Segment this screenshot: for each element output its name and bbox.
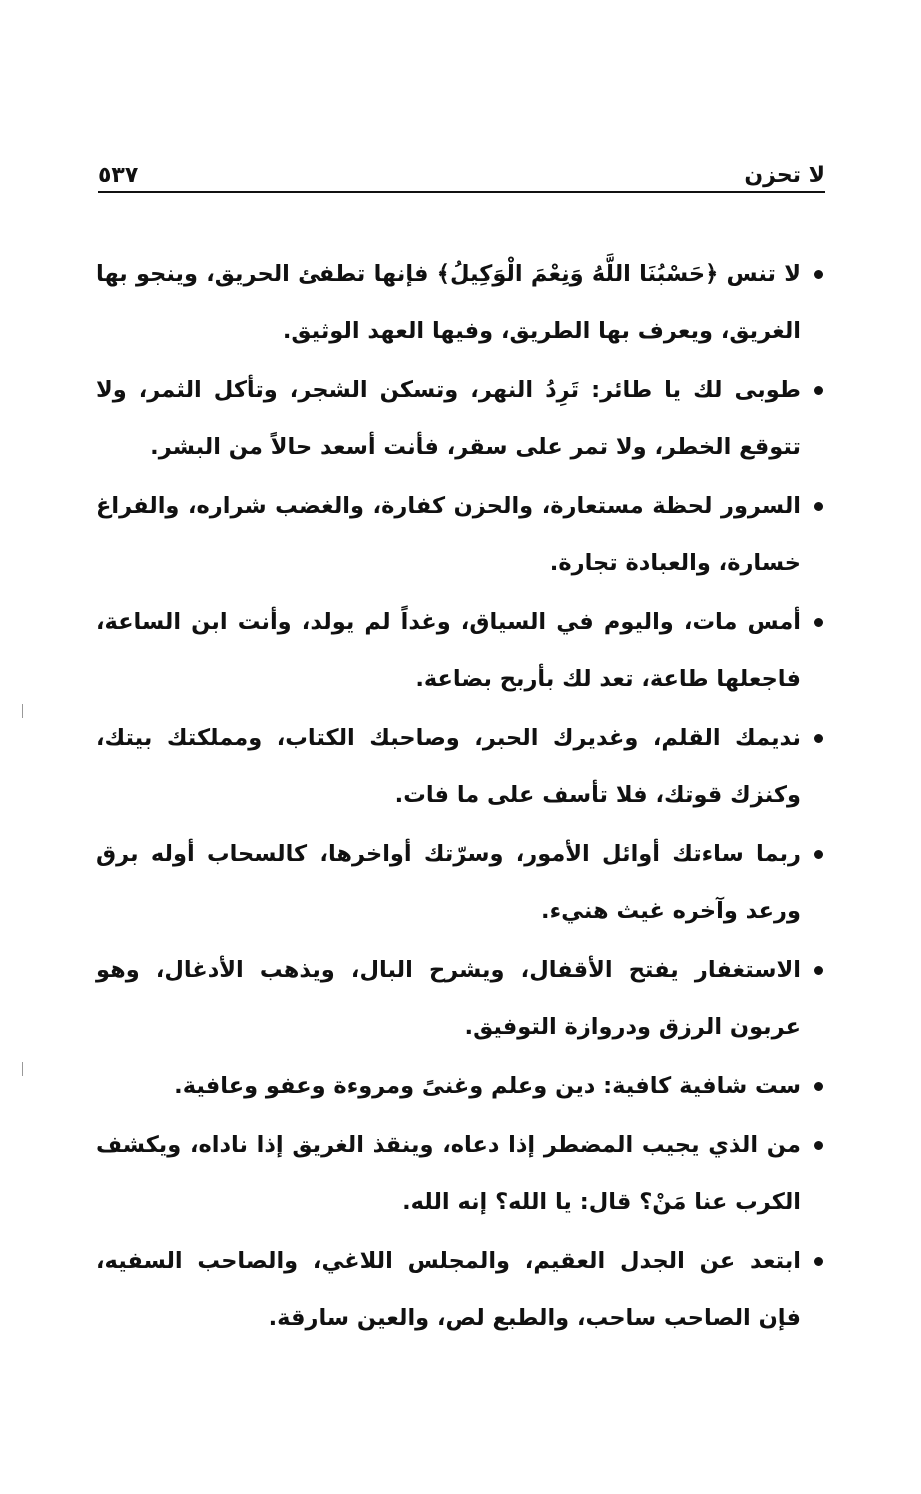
page-header: [98, 152, 825, 188]
bullet-item-2: طوبى لك يا طائر: تَرِدُ النهر، وتسكن الشجر، وتأكل الثمر، ولا تتوقع الخطر، ولا تمر على سقر، فأنت أسعد حالاً من البشر.: [96, 362, 827, 476]
bullet-item-1: لا تنس ﴿حَسْبُنَا اللَّهُ وَنِعْمَ الْوَكِيلُ﴾ فإنها تطفئ الحريق، وينجو بها الغريق، ويعرف بها الطريق، وفيها العهد الوثيق.: [96, 246, 827, 360]
margin-mark: [22, 1062, 23, 1076]
bullet-item-10: ابتعد عن الجدل العقيم، والمجلس اللاغي، والصاحب السفيه، فإن الصاحب ساحب، والطبع لص، والعين سارقة.: [96, 1233, 827, 1347]
bullet-item-9: من الذي يجيب المضطر إذا دعاه، وينقذ الغريق إذا ناداه، ويكشف الكرب عنا مَنْ؟ قال: يا الله؟ إنه الله.: [96, 1117, 827, 1231]
margin-mark: [22, 704, 23, 718]
page-number: ٥٣٧: [98, 163, 139, 188]
bullet-item-4: أمس مات، واليوم في السياق، وغداً لم يولد، وأنت ابن الساعة، فاجعلها طاعة، تعد لك بأربح بضاعة.: [96, 594, 827, 708]
bullet-item-6: ربما ساءتك أوائل الأمور، وسرّتك أواخرها، كالسحاب أوله برق ورعد وآخره غيث هنيء.: [96, 826, 827, 940]
bullet-item-3: السرور لحظة مستعارة، والحزن كفارة، والغضب شراره، والفراغ خسارة، والعبادة تجارة.: [96, 478, 827, 592]
header-rule: [98, 191, 825, 193]
bullet-item-8: ست شافية كافية: دين وعلم وغنىً ومروءة وعفو وعافية.: [96, 1058, 827, 1115]
book-title: لا تحزن: [744, 163, 825, 188]
bullet-list: [96, 246, 827, 1349]
bullet-item-5: نديمك القلم، وغديرك الحبر، وصاحبك الكتاب، ومملكتك بيتك، وكنزك قوتك، فلا تأسف على ما فات.: [96, 710, 827, 824]
bullet-item-7: الاستغفار يفتح الأقفال، ويشرح البال، ويذهب الأدغال، وهو عربون الرزق ودروازة التوفيق.: [96, 942, 827, 1056]
